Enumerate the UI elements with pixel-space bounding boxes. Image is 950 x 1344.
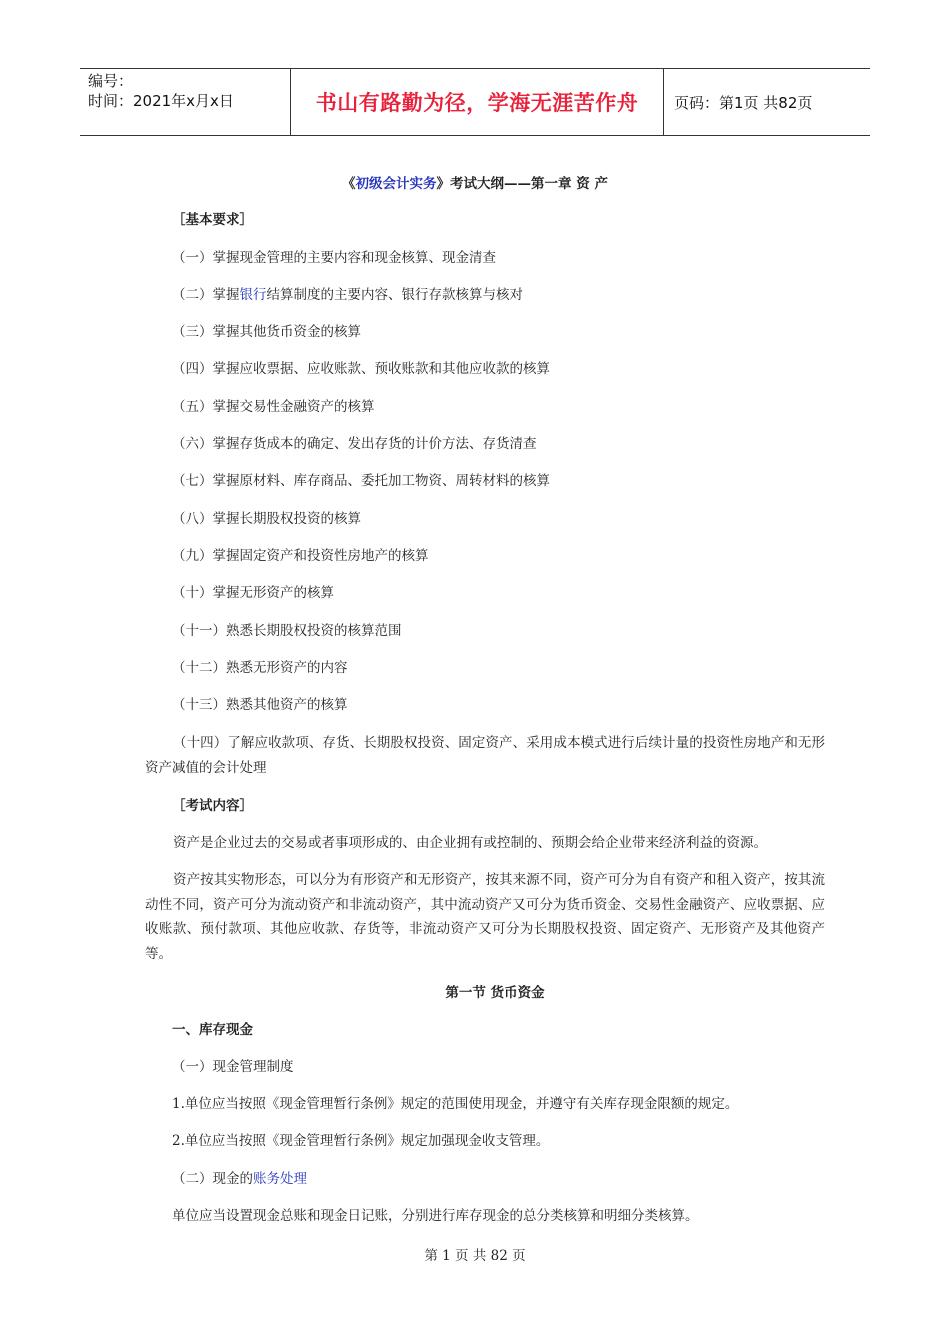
assets-classification-paragraph: 资产按其实物形态，可以分为有形资产和无形资产，按其来源不同，资产可分为自有资产和租入资产，按其流动性不同，资产可分为流动资产和非流动资产，其中流动资产又可分为货币资金、交易性金融资产、应收票据、应收账款、预付款项、其他应收款、存货等，非流动资产又可分为长期股权投资、固定资产、无形资产及其他资产等。	[145, 872, 825, 962]
requirement-item: （十二）熟悉无形资产的内容	[172, 660, 348, 676]
title-open: 《	[342, 176, 356, 192]
requirement-item	[172, 283, 523, 308]
requirement-item: （四）掌握应收票据、应收账款、预收账款和其他应收款的核算	[172, 361, 550, 377]
header-page-info: 页码：第1页 共82页	[674, 93, 813, 112]
requirement-prefix: （二）掌握	[172, 287, 240, 303]
section-title: 第一节 货币资金	[445, 985, 545, 1001]
rule-item: 2.单位应当按照《现金管理暂行条例》规定加强现金收支管理。	[172, 1133, 550, 1149]
accounting-link[interactable]: 账务处理	[253, 1171, 307, 1187]
basic-requirements-heading: ［基本要求］	[172, 212, 253, 228]
subsection-item	[172, 1167, 307, 1192]
subsection-item: （一）现金管理制度	[172, 1059, 294, 1075]
cash-accounting-paragraph: 单位应当设置现金总账和现金日记账，分别进行库存现金的总分类核算和明细分类核算。	[172, 1208, 699, 1224]
page-footer: 第 1 页 共 82 页	[424, 1248, 526, 1264]
requirement-item: （十）掌握无形资产的核算	[172, 585, 334, 601]
requirement-item: （十一）熟悉长期股权投资的核算范围	[172, 623, 402, 639]
page-header	[80, 68, 870, 136]
requirement-item: （三）掌握其他货币资金的核算	[172, 324, 361, 340]
number-label: 编号：	[88, 72, 134, 90]
requirement-item: （五）掌握交易性金融资产的核算	[172, 399, 375, 415]
requirement-item: （七）掌握原材料、库存商品、委托加工物资、周转材料的核算	[172, 473, 550, 489]
header-meta	[80, 69, 291, 135]
requirement-item: （十三）熟悉其他资产的核算	[172, 697, 348, 713]
requirement-item: （一）掌握现金管理的主要内容和现金核算、现金清查	[172, 250, 496, 266]
requirement-item: （八）掌握长期股权投资的核算	[172, 511, 361, 527]
exam-content-heading: ［考试内容］	[172, 798, 253, 814]
time-label: 时间：2021年x月x日	[88, 92, 234, 110]
subsection-prefix: （二）现金的	[172, 1171, 253, 1187]
bank-link[interactable]: 银行	[239, 287, 267, 303]
document-title	[0, 172, 950, 197]
assets-definition-paragraph: 资产是企业过去的交易或者事项形成的、由企业拥有或控制的、预期会给企业带来经济利益的资源。	[173, 835, 767, 851]
subsection-heading: 一、库存现金	[172, 1022, 253, 1038]
requirement-item-14: （十四）了解应收款项、存货、长期股权投资、固定资产、采用成本模式进行后续计量的投资性房地产和无形资产减值的会计处理	[145, 735, 825, 776]
requirement-item: （六）掌握存货成本的确定、发出存货的计价方法、存货清查	[172, 436, 537, 452]
header-motto: 书山有路勤为径，学海无涯苦作舟	[291, 69, 664, 135]
rule-item: 1.单位应当按照《现金管理暂行条例》规定的范围使用现金，并遵守有关库存现金限额的规定。	[172, 1096, 739, 1112]
requirement-item: （九）掌握固定资产和投资性房地产的核算	[172, 548, 429, 564]
requirement-suffix: 结算制度的主要内容、银行存款核算与核对	[266, 287, 523, 303]
title-rest: 》考试大纲——第一章 资 产	[436, 176, 608, 192]
title-link[interactable]: 初级会计实务	[355, 176, 437, 192]
